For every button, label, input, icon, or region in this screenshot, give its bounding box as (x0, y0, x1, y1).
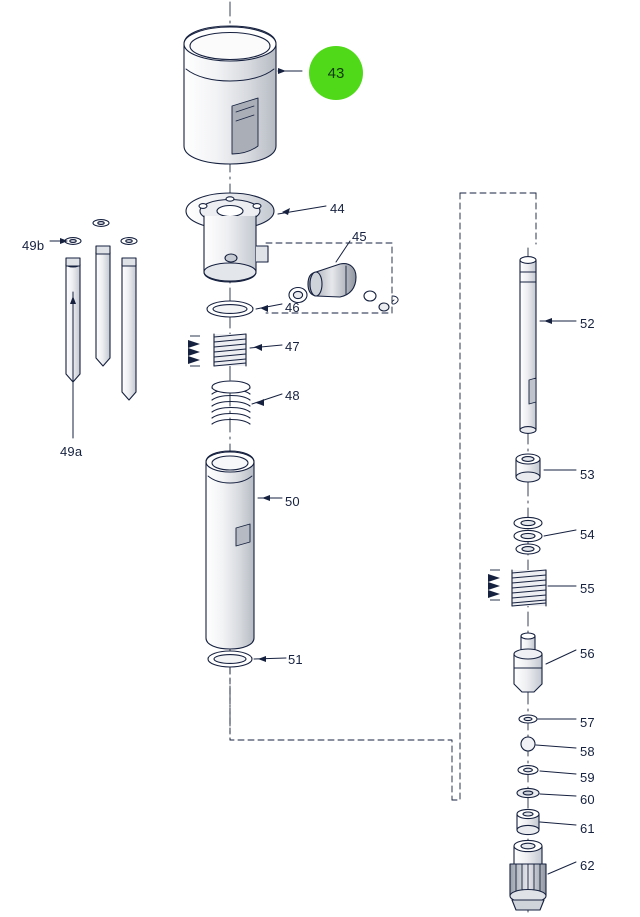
group-bracket-dashed (230, 193, 536, 800)
part-49a-bolts (66, 246, 136, 400)
callout-label-49b[interactable]: 49b (22, 238, 45, 253)
callout-label-52[interactable]: 52 (580, 316, 595, 331)
part-60-ring (517, 788, 539, 797)
part-51-oring (208, 651, 252, 667)
part-44-flange (186, 193, 274, 282)
part-59-ring (518, 766, 538, 775)
callout-label-48[interactable]: 48 (285, 388, 300, 403)
part-47-coil (188, 334, 246, 366)
part-52-rod (520, 257, 536, 434)
part-49b-washers (65, 220, 137, 245)
part-56-stepped-body (514, 633, 542, 692)
part-50-tube (206, 451, 254, 649)
callout-label-61[interactable]: 61 (580, 821, 595, 836)
arrow-marks-47 (188, 340, 200, 364)
callout-label-47[interactable]: 47 (285, 339, 300, 354)
callout-label-57[interactable]: 57 (580, 715, 595, 730)
part-53-bushing (516, 454, 540, 482)
part-58-ball (521, 737, 535, 751)
leader-lines (50, 71, 576, 874)
part-45-pin-kit (289, 264, 398, 311)
part-61-collar (517, 809, 539, 834)
arrow-marks-55 (488, 574, 500, 598)
highlighted-part-number-label: 43 (327, 64, 345, 82)
callout-label-62[interactable]: 62 (580, 858, 595, 873)
callout-label-53[interactable]: 53 (580, 467, 595, 482)
callout-label-56[interactable]: 56 (580, 646, 595, 661)
callout-label-58[interactable]: 58 (580, 744, 595, 759)
callout-label-44[interactable]: 44 (330, 201, 345, 216)
callout-label-50[interactable]: 50 (285, 494, 300, 509)
highlighted-part-number-43[interactable] (309, 46, 363, 100)
part-48-spring (212, 381, 250, 424)
part-46-oring (207, 301, 253, 317)
callout-label-46[interactable]: 46 (285, 300, 300, 315)
callout-label-59[interactable]: 59 (580, 770, 595, 785)
part-55-coil (488, 570, 546, 606)
callout-label-51[interactable]: 51 (288, 652, 303, 667)
callout-label-55[interactable]: 55 (580, 581, 595, 596)
callout-label-49a[interactable]: 49a (60, 444, 83, 459)
callout-label-45[interactable]: 45 (352, 229, 367, 244)
part-54-seal-set (514, 517, 542, 554)
callout-label-60[interactable]: 60 (580, 792, 595, 807)
part-57-ring (519, 715, 537, 723)
part-43-housing (184, 26, 276, 164)
part-62-chuck (510, 840, 546, 910)
callout-label-54[interactable]: 54 (580, 527, 595, 542)
